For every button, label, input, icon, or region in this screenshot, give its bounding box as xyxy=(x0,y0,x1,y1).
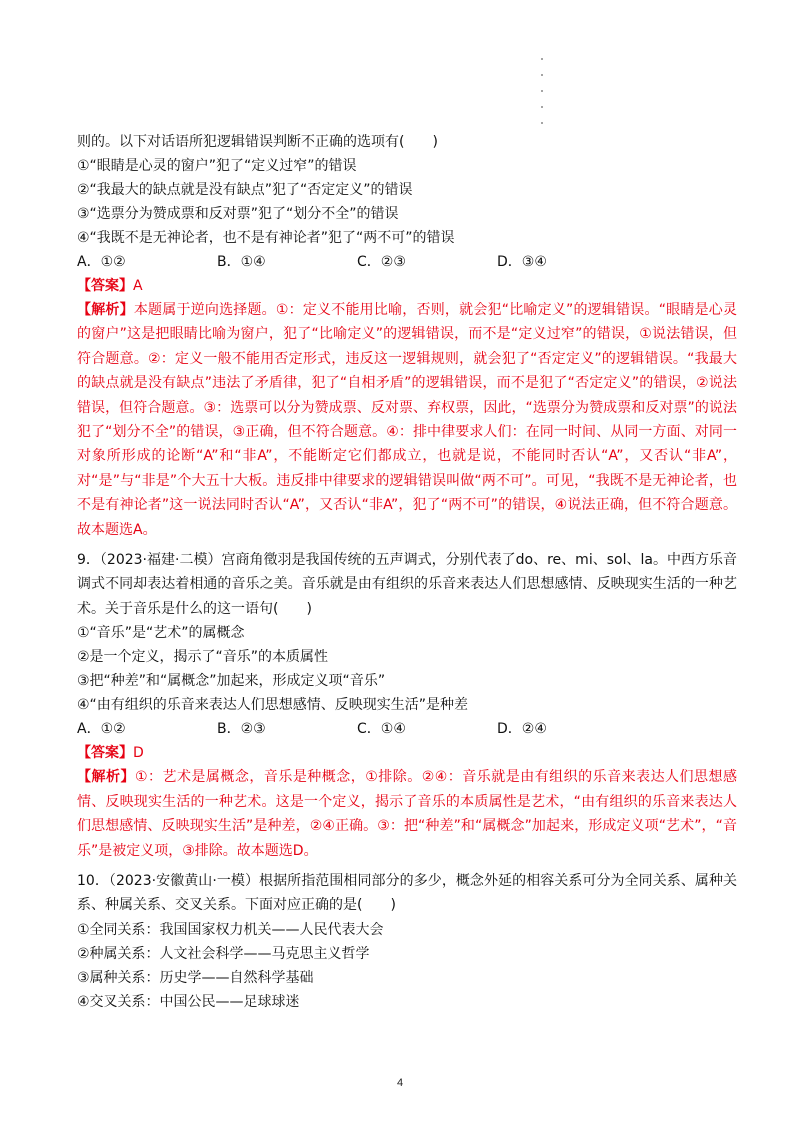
q8-item-2: ②“我最大的缺点就是没有缺点”犯了“否定定义”的错误 xyxy=(77,182,413,198)
q9-option-a: A．①② xyxy=(77,721,126,738)
page-number: 4 xyxy=(396,1077,404,1089)
q9-stem: 9．（2023·福建·二模）宫商角徵羽是我国传统的五声调式，分别代表了do、re、mi、sol、la。中西方乐音调式不同却表达着相通的音乐之美。音乐就是由有组织的乐音来表达人们思想感情、反映现实生活的一种艺术。关于音乐是什么的这一语句( ) xyxy=(77,552,737,617)
q9-item-1: ①“音乐”是“艺术”的属概念 xyxy=(77,625,245,642)
q8-analysis xyxy=(77,298,737,542)
q10-item-2: ②种属关系：人文社会科学——马克思主义哲学 xyxy=(77,945,370,962)
q9-item-3: ③把“种差”和“属概念”加起来，形成定义项“音乐” xyxy=(77,673,386,690)
q8-answer-tag: 【答案】 xyxy=(77,278,133,294)
q8-answer xyxy=(77,274,737,298)
q8-item-4: ④“我既不是无神论者，也不是有神论者”犯了“两不可”的错误 xyxy=(77,230,455,246)
q8-option-c: C．②③ xyxy=(357,254,406,270)
q9-options xyxy=(77,717,737,741)
q8-options xyxy=(77,250,737,274)
q8-item-3: ③“选票分为赞成票和反对票”犯了“划分不全”的错误 xyxy=(77,206,399,222)
q10-stem: 10．（2023·安徽黄山·一模）根据所指范围相同部分的多少，概念外延的相容关系可分为全同关系、属种关系、种属关系、交叉关系。下面对应正确的是( ) xyxy=(77,872,737,914)
q8-option-a: A．①② xyxy=(77,254,126,270)
q9-analysis xyxy=(77,765,737,863)
q9-answer xyxy=(77,741,737,765)
margin-dots xyxy=(541,58,547,138)
q8-answer-value: A xyxy=(133,278,143,294)
q9-item-4: ④“由有组织的乐音来表达人们思想感情、反映现实生活”是种差 xyxy=(77,697,469,714)
q8-analysis-tag: 【解析】 xyxy=(77,302,134,318)
q9-option-b: B．②③ xyxy=(217,721,266,738)
q8-analysis-text: 本题属于逆向选择题。①：定义不能用比喻，否则，就会犯“比喻定义”的逻辑错误。“眼睛是心灵的窗户”这是把眼睛比喻为窗户，犯了“比喻定义”的逻辑错误，而不是“定义过窄”的错误，①说法错误，但符合题意。②：定义一般不能用否定形式，违反这一逻辑规则，就会犯了“否定定义”的逻辑错误。“我最大的缺点就是没有缺点”违法了矛盾律，犯了“自相矛盾”的逻辑错误，而不是犯了“否定定义”的错误，②说法错误，但符合题意。③：选票可以分为赞成票、反对票、弃权票，因此，“选票分为赞成票和反对票”的说法犯了“划分不全”的错误，③正确，但不符合题意。④：排中律要求人们：在同一时间、从同一方面、对同一对象所形成的论断“A”和“非A”，不能断定它们都成立，也就是说，不能同时否认“A”，又否认“非A”，对“是”与“非是”个大五十大板。违反排中律要求的逻辑错误叫做“两不可”。可见，“我既不是无神论者，也不是有神论者”这一说法同时否认“A”，又否认“非A”，犯了“两不可”的错误，④说法正确，但不符合题意。故本题选A。 xyxy=(77,302,737,538)
q8-stem-end: 则的。以下对话语所犯逻辑错误判断不正确的选项有( ) xyxy=(77,134,438,150)
q8-item-1: ①“眼睛是心灵的窗户”犯了“定义过窄”的错误 xyxy=(77,158,357,174)
q9-option-d: D．②④ xyxy=(497,721,547,738)
q9-analysis-text: ①：艺术是属概念，音乐是种概念，①排除。②④：音乐就是由有组织的乐音来表达人们思想感情、反映现实生活的一种艺术。这是一个定义，揭示了音乐的本质属性是艺术，“由有组织的乐音来表达人们思想感情、反映现实生活”是种差，②④正确。③：把“种差”和“属概念”加起来，形成定义项“艺术”，“音乐”是被定义项，③排除。故本题选D。 xyxy=(77,769,737,859)
q10-item-3: ③属种关系：历史学——自然科学基础 xyxy=(77,969,314,986)
page-content xyxy=(77,130,737,1014)
q8-option-b: B．①④ xyxy=(217,254,266,270)
q9-answer-tag: 【答案】 xyxy=(77,745,133,762)
q9-analysis-tag: 【解析】 xyxy=(77,769,135,786)
q9-option-c: C．①④ xyxy=(357,721,406,738)
q9-item-2: ②是一个定义，揭示了“音乐”的本质属性 xyxy=(77,649,329,666)
q9-answer-value: D xyxy=(133,745,144,762)
q10-item-4: ④交叉关系：中国公民——足球球迷 xyxy=(77,993,300,1010)
q8-option-d: D．③④ xyxy=(497,254,547,270)
q10-item-1: ①全同关系：我国国家权力机关——人民代表大会 xyxy=(77,921,384,938)
